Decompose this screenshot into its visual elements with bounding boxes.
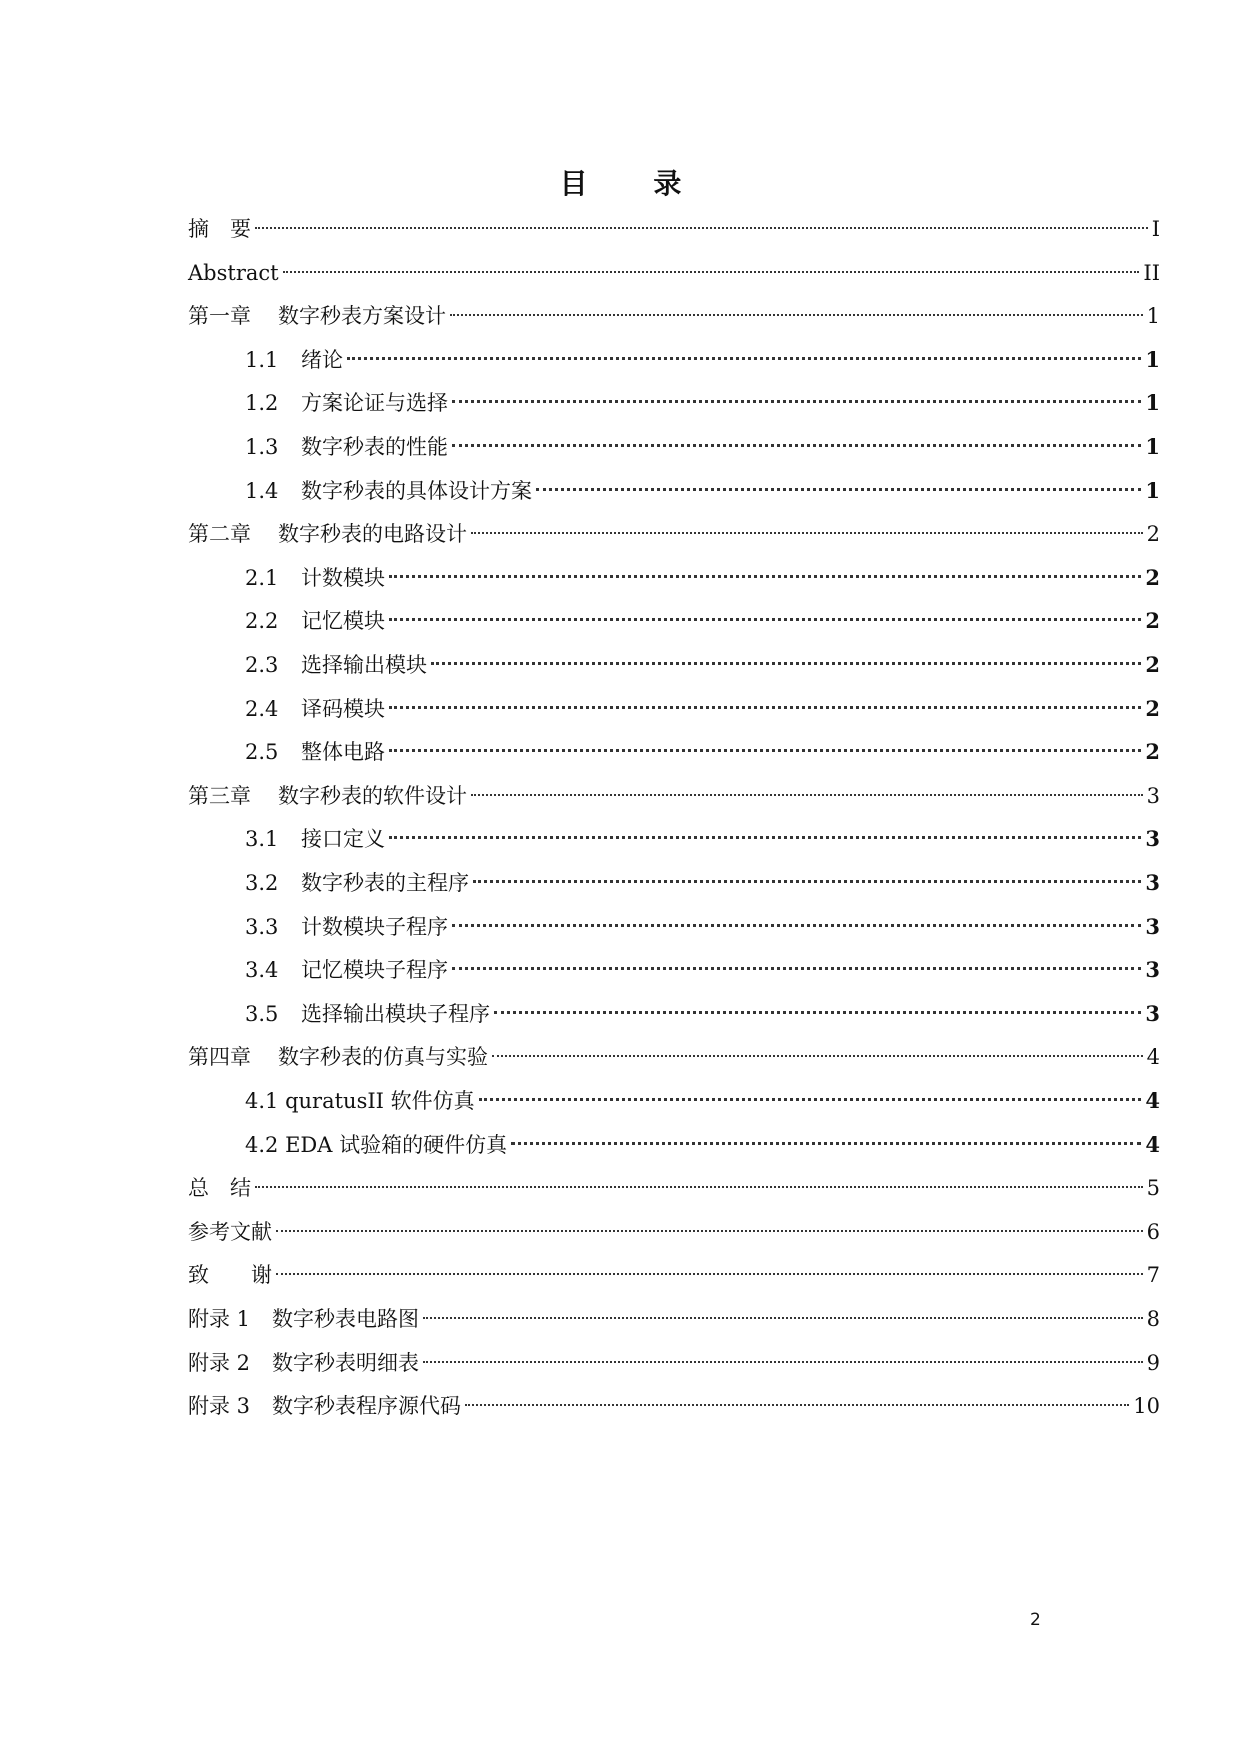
dot-leader: [423, 1361, 1143, 1363]
dot-leader: [452, 444, 1141, 447]
toc-entry-number: 1.3: [245, 435, 279, 459]
toc-entry-label: 数字秒表方案设计: [278, 304, 446, 329]
dot-leader: [347, 357, 1141, 360]
toc-entry-number: 2.1: [245, 565, 279, 590]
toc-entry-label: 数字秒表的具体设计方案: [301, 478, 532, 503]
toc-entry-number: 第二章: [188, 522, 251, 547]
toc-entry-label: 计数模块: [301, 565, 385, 590]
toc-entry-label: 总 结: [188, 1176, 251, 1201]
dot-leader: [283, 271, 1140, 273]
toc-entry-page: 3: [1145, 1000, 1160, 1026]
toc-entry-number: 2.2: [245, 609, 279, 634]
toc-subentry[interactable]: [245, 734, 1160, 770]
dot-leader: [389, 749, 1141, 752]
dot-leader: [450, 314, 1143, 316]
toc-entry-number: 2.3: [245, 653, 279, 677]
toc-entry-label: 数字秒表程序源代码: [272, 1394, 461, 1419]
toc-entry-label: 数字秒表电路图: [272, 1307, 419, 1331]
toc-entry-number: 1.2: [245, 391, 279, 416]
toc-entry-number: 第三章: [188, 783, 251, 808]
dot-leader: [431, 662, 1141, 665]
toc-entry-label: 数字秒表的软件设计: [278, 783, 467, 808]
toc-entry-label: 接口定义: [301, 827, 385, 852]
dot-leader: [494, 1011, 1141, 1014]
toc-entry-number: 3.1: [245, 827, 279, 852]
toc-entry[interactable]: [188, 298, 1160, 334]
toc-entry-label: 整体电路: [301, 740, 385, 765]
toc-entry-page: 2: [1145, 739, 1160, 765]
toc-entry-page: 2: [1145, 695, 1160, 721]
toc-entry-label: 绪论: [301, 347, 343, 372]
toc-entry[interactable]: [188, 1301, 1160, 1337]
dot-leader: [492, 1055, 1143, 1057]
toc-entry-number: 附录 3: [188, 1394, 251, 1419]
dot-leader: [452, 400, 1141, 403]
toc-subentry[interactable]: [245, 647, 1160, 683]
toc-entry-page: I: [1151, 217, 1160, 241]
toc-entry-label: 选择输出模块子程序: [301, 1001, 490, 1026]
toc-entry[interactable]: [188, 1257, 1160, 1293]
dot-leader: [479, 1098, 1142, 1101]
dot-leader: [389, 618, 1141, 621]
dot-leader: [276, 1273, 1143, 1275]
dot-leader: [452, 967, 1141, 970]
toc-subentry[interactable]: [245, 996, 1160, 1032]
toc-entry-number: 3.3: [245, 914, 279, 939]
toc-entry-label: 计数模块子程序: [301, 914, 448, 939]
toc-entry-page: 4: [1146, 1045, 1160, 1070]
toc-entry-label: 记忆模块子程序: [301, 958, 448, 983]
toc-entry[interactable]: [188, 1170, 1160, 1206]
toc-entry-page: 2: [1146, 522, 1160, 547]
toc-entry-page: II: [1143, 260, 1160, 285]
toc-entry-page: 3: [1146, 783, 1160, 808]
toc-subentry[interactable]: [245, 821, 1160, 857]
dot-leader: [452, 924, 1141, 927]
toc-entry[interactable]: [188, 1214, 1160, 1250]
toc-entry-label: 译码模块: [301, 696, 385, 721]
toc-entry[interactable]: [188, 516, 1160, 552]
toc-entry-number: 1.1: [245, 347, 279, 372]
dot-leader: [255, 1186, 1143, 1188]
toc-entry-number: 第一章: [188, 304, 251, 329]
toc-subentry[interactable]: [245, 1083, 1160, 1119]
dot-leader: [389, 836, 1141, 839]
toc-entry-label: 摘 要: [188, 217, 251, 241]
toc-entry[interactable]: [188, 778, 1160, 814]
toc-entry-page: 1: [1145, 434, 1160, 459]
toc-subentry[interactable]: [245, 560, 1160, 596]
toc-entry-label: 数字秒表的性能: [301, 435, 448, 459]
dot-leader: [389, 706, 1141, 709]
toc-entry-page: 6: [1146, 1219, 1160, 1244]
toc-entry-page: 1: [1145, 390, 1160, 416]
dot-leader: [511, 1142, 1141, 1145]
toc-entry-label: 致 谢: [188, 1263, 272, 1288]
toc-entry-page: 3: [1145, 826, 1160, 852]
toc-subentry[interactable]: [245, 909, 1160, 945]
toc-entry-page: 5: [1146, 1176, 1160, 1201]
toc-entry-label: 数字秒表的电路设计: [278, 522, 467, 547]
toc-entry-label: 参考文献: [188, 1219, 272, 1244]
toc-entry-label: 方案论证与选择: [301, 391, 448, 416]
dot-leader: [465, 1404, 1129, 1406]
dot-leader: [536, 488, 1141, 491]
toc-entry-label: 4.2 EDA 试验箱的硬件仿真: [245, 1132, 508, 1157]
page-number: 2: [1030, 1610, 1041, 1630]
toc-entry-page: 1: [1145, 346, 1160, 372]
toc-entry-page: 8: [1146, 1307, 1160, 1331]
toc-subentry[interactable]: [245, 865, 1160, 901]
toc-entry-page: 4: [1145, 1131, 1160, 1157]
toc-entry-page: 10: [1133, 1394, 1160, 1419]
toc-subentry[interactable]: [245, 385, 1160, 421]
toc-entry-number: 3.5: [245, 1001, 279, 1026]
toc-entry-page: 1: [1146, 304, 1160, 329]
toc-entry-label: 数字秒表的主程序: [301, 871, 469, 895]
toc-entry-page: 3: [1145, 913, 1160, 939]
toc-entry-label: 数字秒表明细表: [272, 1350, 419, 1375]
toc-entry-page: 9: [1146, 1350, 1160, 1375]
toc-entry-page: 2: [1145, 608, 1160, 634]
toc-entry-number: 附录 1: [188, 1307, 251, 1331]
toc-subentry[interactable]: [245, 342, 1160, 378]
toc-entry-number: 附录 2: [188, 1350, 251, 1375]
dot-leader: [255, 227, 1148, 229]
toc-subentry[interactable]: [245, 1127, 1160, 1163]
toc-entry-page: 3: [1145, 957, 1160, 983]
toc-title: 目 录: [559, 167, 710, 200]
toc-entry[interactable]: [188, 1388, 1160, 1424]
toc-entry[interactable]: [188, 255, 1160, 291]
toc-entry-label: Abstract: [188, 260, 279, 285]
toc-entry-page: 3: [1145, 870, 1160, 895]
toc-entry-label: 选择输出模块: [301, 653, 427, 677]
toc-entry-number: 3.2: [245, 871, 279, 895]
toc-entry-page: 7: [1146, 1263, 1160, 1288]
dot-leader: [471, 794, 1143, 796]
toc-subentry[interactable]: [245, 603, 1160, 639]
toc-subentry[interactable]: [245, 429, 1160, 465]
toc-entry-number: 3.4: [245, 958, 279, 983]
toc-subentry[interactable]: [245, 691, 1160, 727]
toc-subentry[interactable]: [245, 952, 1160, 988]
dot-leader: [276, 1230, 1143, 1232]
toc-entry[interactable]: [188, 211, 1160, 247]
dot-leader: [389, 575, 1141, 578]
toc-entry[interactable]: [188, 1039, 1160, 1075]
toc-entry-number: 2.4: [245, 696, 279, 721]
dot-leader: [471, 532, 1143, 534]
toc-entry-page: 4: [1145, 1088, 1160, 1113]
toc-entry-label: 记忆模块: [301, 609, 385, 634]
toc-entry-number: 2.5: [245, 740, 279, 765]
toc-entry-number: 第四章: [188, 1045, 251, 1070]
dot-leader: [473, 880, 1141, 883]
toc-entry-number: 1.4: [245, 478, 279, 503]
toc-entry[interactable]: [188, 1345, 1160, 1381]
toc-entry-label: 4.1 quratusII 软件仿真: [245, 1089, 475, 1113]
toc-entry-label: 数字秒表的仿真与实验: [278, 1045, 488, 1070]
toc-subentry[interactable]: [245, 473, 1160, 509]
dot-leader: [423, 1317, 1143, 1319]
toc-entry-page: 2: [1145, 652, 1160, 677]
toc-entry-page: 1: [1145, 477, 1160, 503]
toc-entry-page: 2: [1145, 564, 1160, 590]
